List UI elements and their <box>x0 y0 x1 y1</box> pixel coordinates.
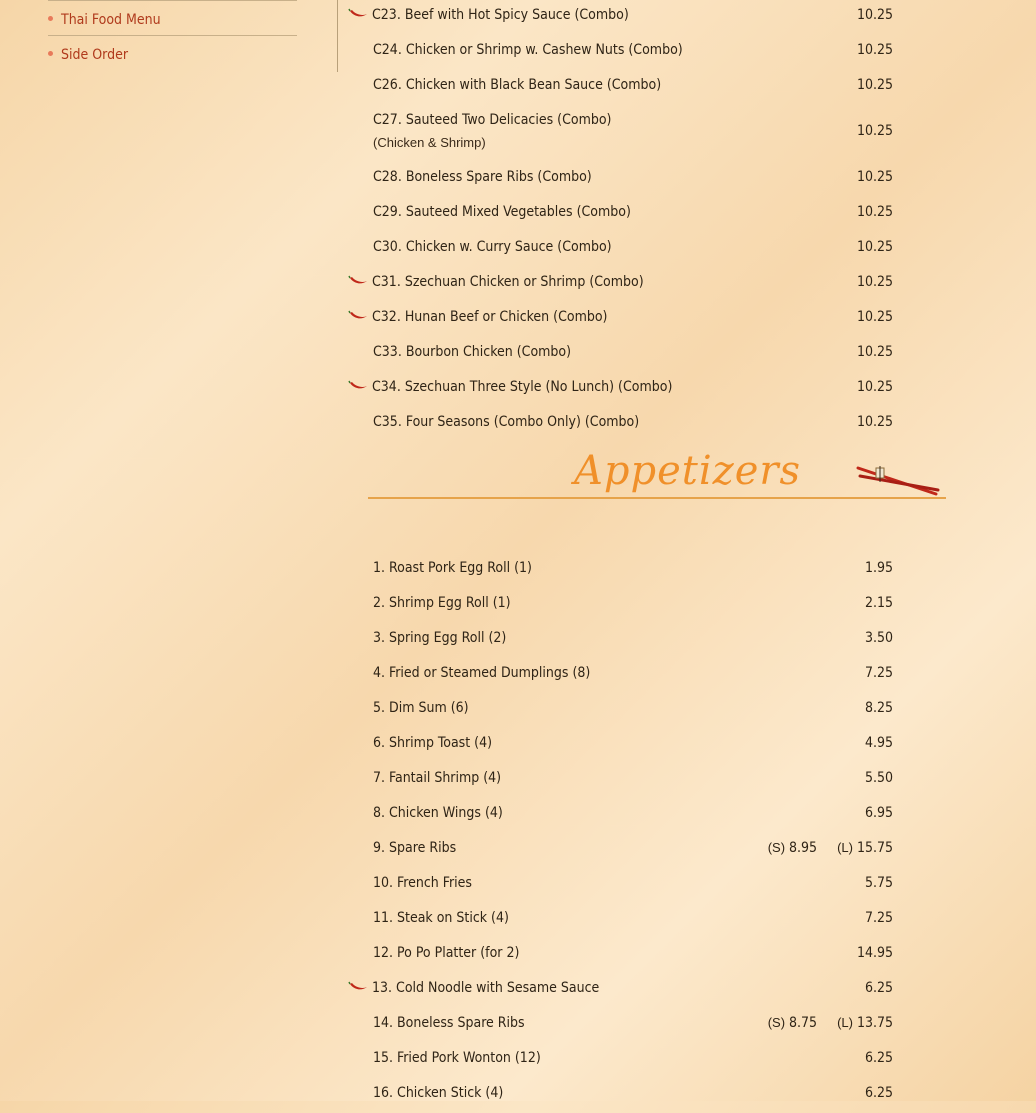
item-price: (S) 8.95 (L) 15.75 <box>767 840 893 856</box>
sidebar-item-thai-food-menu[interactable] <box>48 0 297 35</box>
menu-item-row <box>348 197 893 232</box>
item-name: 1. Roast Pork Egg Roll (1) <box>373 560 532 576</box>
item-name: C23. Beef with Hot Spicy Sauce (Combo) <box>372 7 629 23</box>
menu-item-row <box>348 302 893 337</box>
chili-pepper-icon <box>348 8 368 20</box>
item-price: 10.25 <box>856 379 893 395</box>
item-price: 10.25 <box>856 7 893 23</box>
item-price: (S) 8.75 (L) 13.75 <box>767 1015 893 1031</box>
bullet-icon <box>48 16 53 21</box>
chopsticks-icon <box>856 462 940 498</box>
bullet-icon <box>48 51 53 56</box>
item-name: 12. Po Po Platter (for 2) <box>373 945 520 961</box>
item-price: 10.25 <box>856 344 893 360</box>
item-price: 4.95 <box>864 735 893 751</box>
item-name: C29. Sauteed Mixed Vegetables (Combo) <box>373 204 631 220</box>
item-price: 6.25 <box>864 980 893 996</box>
menu-item-row <box>348 623 893 658</box>
menu-item-row <box>348 553 893 588</box>
menu-item-row <box>348 1008 893 1043</box>
item-price: 3.50 <box>864 630 893 646</box>
menu-item-row <box>348 337 893 372</box>
item-price: 6.95 <box>864 805 893 821</box>
item-name: C33. Bourbon Chicken (Combo) <box>373 344 572 360</box>
item-price: 5.75 <box>864 875 893 891</box>
item-price: 8.25 <box>864 700 893 716</box>
chili-pepper-icon <box>348 981 368 993</box>
item-name: C24. Chicken or Shrimp w. Cashew Nuts (Combo) <box>373 42 683 58</box>
item-price: 10.25 <box>856 239 893 255</box>
menu-item-row <box>348 1078 893 1113</box>
item-price: 14.95 <box>856 945 893 961</box>
item-name: 5. Dim Sum (6) <box>373 700 469 716</box>
item-name: C26. Chicken with Black Bean Sauce (Combo) <box>373 77 662 93</box>
appetizers-banner <box>368 446 946 502</box>
item-price: 5.50 <box>864 770 893 786</box>
item-name: 11. Steak on Stick (4) <box>373 910 509 926</box>
item-price: 1.95 <box>864 560 893 576</box>
item-name: 3. Spring Egg Roll (2) <box>373 630 507 646</box>
menu-item-row <box>348 728 893 763</box>
chili-pepper-icon <box>348 310 368 322</box>
item-name: 14. Boneless Spare Ribs <box>373 1015 525 1031</box>
item-name: 2. Shrimp Egg Roll (1) <box>373 595 511 611</box>
menu-item-row <box>348 232 893 267</box>
item-name: 8. Chicken Wings (4) <box>373 805 503 821</box>
item-name: 10. French Fries <box>373 875 472 891</box>
sidebar-item-side-order[interactable] <box>48 35 297 70</box>
menu-item-row <box>348 798 893 833</box>
size-label: (L) <box>837 840 853 855</box>
item-price: 10.25 <box>856 42 893 58</box>
item-name: 16. Chicken Stick (4) <box>373 1085 504 1101</box>
item-subtitle: (Chicken & Shrimp) <box>373 135 486 150</box>
menu-item-row <box>348 1043 893 1078</box>
item-name: 6. Shrimp Toast (4) <box>373 735 493 751</box>
sidebar-item-label: Side Order <box>61 47 129 63</box>
item-price: 2.15 <box>864 595 893 611</box>
sidebar-divider <box>337 0 338 72</box>
item-price: 10.25 <box>856 274 893 290</box>
item-name: C28. Boneless Spare Ribs (Combo) <box>373 169 592 185</box>
item-name: C32. Hunan Beef or Chicken (Combo) <box>372 309 608 325</box>
size-label: (S) <box>767 1015 786 1030</box>
menu-item-row <box>348 938 893 973</box>
item-price: 7.25 <box>864 665 893 681</box>
menu-item-row <box>348 105 893 162</box>
item-price: 10.25 <box>856 414 893 430</box>
menu-item-row <box>348 903 893 938</box>
menu-item-row <box>348 407 893 442</box>
menu-item-row <box>348 162 893 197</box>
menu-item-row <box>348 70 893 105</box>
item-name: C27. Sauteed Two Delicacies (Combo) <box>373 112 612 128</box>
item-price: 10.25 <box>856 309 893 325</box>
sidebar <box>48 0 297 70</box>
item-price: 10.25 <box>856 204 893 220</box>
item-price: 10.25 <box>856 77 893 93</box>
menu-item-row <box>348 658 893 693</box>
item-name: C31. Szechuan Chicken or Shrimp (Combo) <box>372 274 644 290</box>
menu-item-row <box>348 35 893 70</box>
item-name: 7. Fantail Shrimp (4) <box>373 770 502 786</box>
item-name: C34. Szechuan Three Style (No Lunch) (Combo) <box>372 379 673 395</box>
section-title: Appetizers <box>574 448 802 494</box>
item-price: 6.25 <box>864 1085 893 1101</box>
item-name: 4. Fried or Steamed Dumplings (8) <box>373 665 591 681</box>
item-name: 9. Spare Ribs <box>373 840 457 856</box>
size-label: (L) <box>837 1015 853 1030</box>
menu-item-row <box>348 693 893 728</box>
item-price: 6.25 <box>864 1050 893 1066</box>
item-name: C30. Chicken w. Curry Sauce (Combo) <box>373 239 612 255</box>
item-price: 10.25 <box>856 169 893 185</box>
menu-item-row <box>348 267 893 302</box>
sidebar-item-label: Thai Food Menu <box>61 12 161 28</box>
menu-item-row <box>348 973 893 1008</box>
size-label: (S) <box>767 840 786 855</box>
item-name: 13. Cold Noodle with Sesame Sauce <box>372 980 600 996</box>
item-price: 7.25 <box>864 910 893 926</box>
menu-item-row <box>348 588 893 623</box>
chili-pepper-icon <box>348 275 368 287</box>
menu-item-row <box>348 0 893 35</box>
menu-item-row <box>348 868 893 903</box>
chili-pepper-icon <box>348 380 368 392</box>
item-name: 15. Fried Pork Wonton (12) <box>373 1050 541 1066</box>
item-name: C35. Four Seasons (Combo Only) (Combo) <box>373 414 640 430</box>
menu-item-row <box>348 763 893 798</box>
menu-item-row <box>348 372 893 407</box>
item-price: 10.25 <box>856 123 893 139</box>
menu-item-row <box>348 833 893 868</box>
